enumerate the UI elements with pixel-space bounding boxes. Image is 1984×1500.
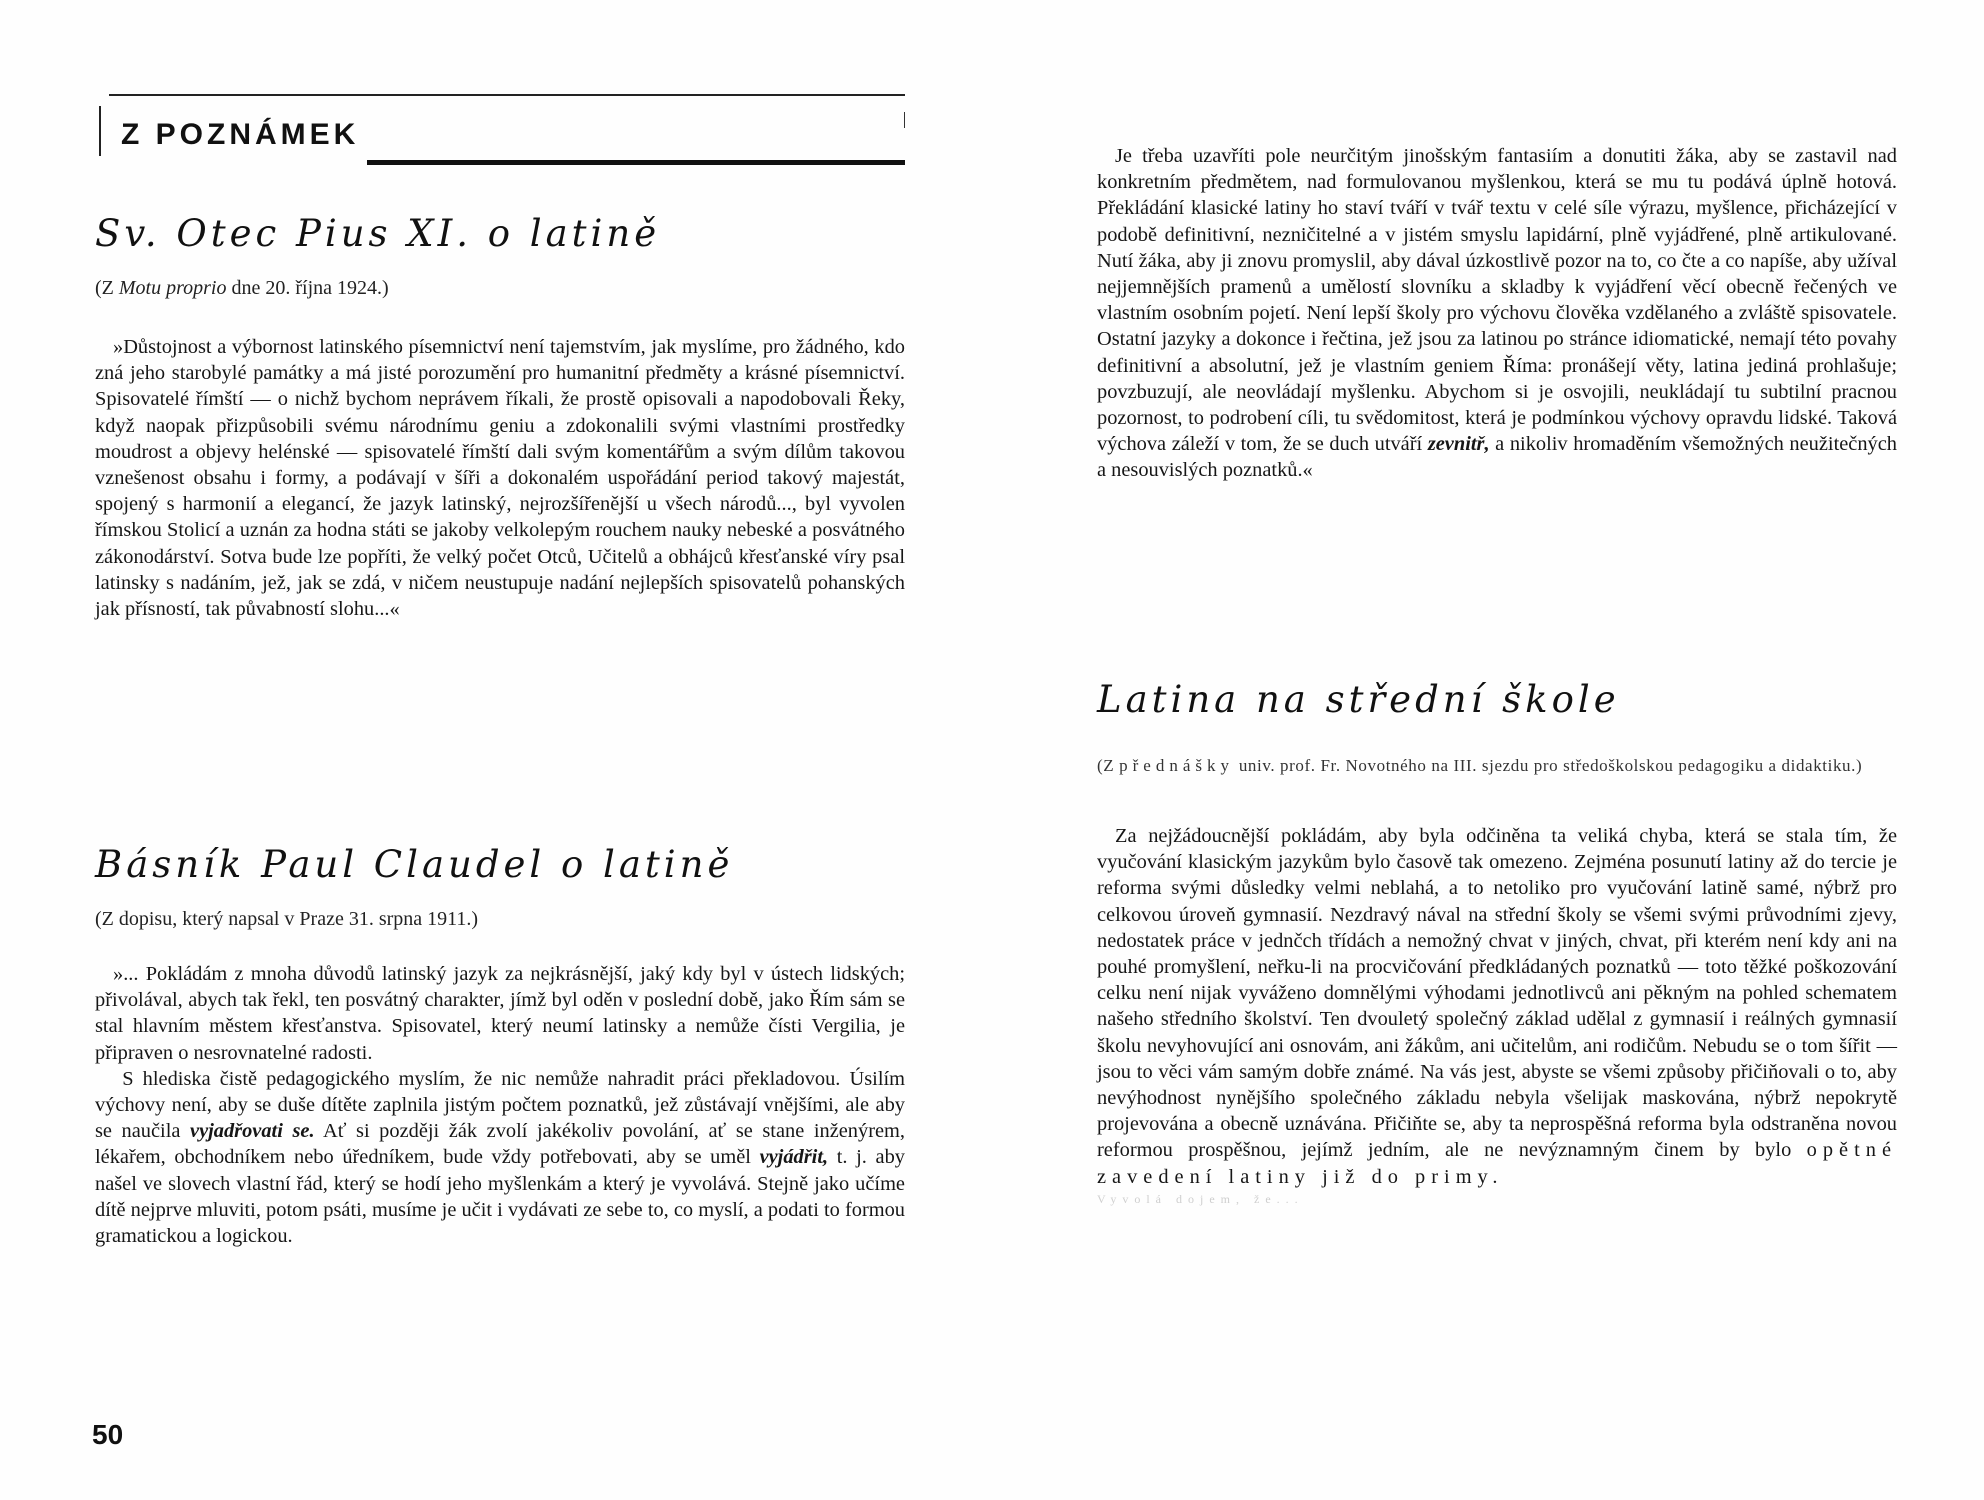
article-body <box>1097 823 1897 1190</box>
body-text: Ať si později žák zvolí jakékoliv povolání, ať se stane inženýrem, lékařem, obchodníkem nebo úředníkem, bude vždy potřebovati, aby se uměl <box>95 1120 905 1169</box>
header-bottom-rule <box>367 160 905 165</box>
source-suffix: univ. prof. Fr. Novotného na III. sjezdu pro středoškolskou pedagogiku a didaktiku.) <box>1233 756 1863 775</box>
source-work: Motu proprio <box>118 277 227 299</box>
body-paragraph: »... Pokládám z mnoha důvodů latinský jazyk za nejkrásnější, jaký kdy byl v ústech lidských; přivolával, abych tak řekl, ten posvátný charakter, jímž byl oděn v poslední době, jako Řím sám se stal hlavním městem křesťanstva. Spisovatel, který neumí latinsky a nemůže čísti Vergilia, je připraven o nesrovnatelné radosti. <box>95 963 905 1064</box>
body-spaced: opětné zavedení latiny již do primy. <box>1097 1139 1897 1188</box>
body-text: a nikoliv hromaděním všemožných neužitečných a nesouvislých poznatků.« <box>1097 433 1897 482</box>
article-claudel-continuation <box>1097 143 1897 484</box>
source-prefix: (Z <box>95 277 119 299</box>
article-source <box>95 277 905 300</box>
article-body <box>95 334 905 622</box>
body-text: S hlediska čistě pedagogického myslím, že nic nemůže nahradit práci překladovou. Úsilím výchovy není, aby se duše dítěte zaplnila jistým počtem poznatků, jež zůstávají vnějšími, ale aby se naučila <box>95 1067 906 1143</box>
body-text: Je třeba uzavříti pole neurčitým jinošským fantasiím a donutiti žáka, aby se zastavil nad konkretním předmětem, nad formulovanou myšlenkou, která se mu tu podává úplně hotová. Překládání klasické latiny ho staví tváří v tvář textu v celé síle výrazu, myšlence, přicházející v podobě definitivní, nezničitelné a v jistém smyslu lapidární, plně vyjádřené, plně artikulované. Nutí žáka, aby ji znovu promyslil, aby dával úzkostlivě pozor na to, co čte a co napíše, aby užíval nejjemnějších pramenů a umělostí slovníku a skladby k vyjádření věcí obecně řečených ve vlastním osobním pojetí. Není lepší školy pro výchovu člověka vzdělaného a zvláště spisovatele. Ostatní jazyky a dokonce i řečtina, jež jsou za latinou po stránce idiomatické, nemají této povahy definitivní a absolutní, jež je vlastním geniem Říma: pronášejí věty, latina jediná prohlašuje; povzbuzují, ale neovládají myšlenku. Abychom si je osvojili, neukládají tu subtilní pracnou pozornost, to podrobení cíli, tu svědomitost, která je podmínkou výchovy opravdu lidské. Taková výchova záleží v tom, že se duch utváří <box>1097 145 1897 456</box>
article-source <box>1097 751 1897 781</box>
body-emphasis: vyjadřovati se. <box>190 1120 315 1143</box>
header-top-rule <box>109 94 905 96</box>
body-paragraph <box>95 1066 905 1249</box>
body-paragraph <box>1097 823 1897 1190</box>
body-emphasis: zevnitř, <box>1427 433 1490 456</box>
article-title: Latina na střední škole <box>1097 678 1620 721</box>
article-title: Sv. Otec Pius XI. o latině <box>95 212 661 255</box>
article-body <box>95 961 905 1249</box>
article-title: Básník Paul Claudel o latině <box>95 843 734 886</box>
header-right-tick <box>904 112 906 128</box>
article-latina <box>1097 678 1897 1207</box>
article-source: (Z dopisu, který napsal v Praze 31. srpna 1911.) <box>95 908 479 930</box>
article-body <box>1097 143 1897 484</box>
section-header <box>95 94 905 168</box>
article-claudel <box>95 843 905 1249</box>
source-prefix: (Z <box>1097 756 1120 775</box>
body-emphasis: vyjádřit, <box>759 1146 829 1169</box>
body-text: t. j. aby našel ve slovech vlastní řád, který se hodí jeho myšlenkám a který je vyvolává. Stejně jako učíme dítě nejprve mluviti, potom psáti, musíme je učit i vydávati ze sebe to, co myslí, a podati to formou gramatickou a logickou. <box>95 1146 905 1248</box>
page-number: 50 <box>92 1419 124 1450</box>
header-left-bar <box>99 106 101 156</box>
section-title: Z POZNÁMEK <box>121 118 360 151</box>
faint-bleed-through: Vyvolá dojem, že... <box>1097 1191 1304 1206</box>
body-paragraph: »Důstojnost a výbornost latinského písemnictví není tajemstvím, jak myslíme, pro žádného, kdo zná jeho starobylé památky a má jisté porozumění pro humanitní předměty a krásné písemnictví. Spisovatelé římští — o nichž bychom neprávem říkali, že prostě opisovali a napodobovali Řeky, když naopak přizpůsobili svému národnímu geniu a zdokonalili svými vlastními prostředky moudrost a objevy helénské — spisovatelé římští dali svým komentářům a svým dílům takovou vznešenost obsahu i formy, a podávají v šíři a dokonalém uspořádání period takový majestát, spojený s harmonií a elegancí, že jazyk latinský, nejrozšířenější u všech národů..., byl vyvolen římskou Stolicí a uznán za hodna státi se jakoby velkolepým rouchem nauky nebeské a posvátného zákonodárství. Sotva bude lze popříti, že velký počet Otců, Učitelů a obhájců křesťanské víry psal latinsky s nadáním, jež, jak se zdá, v ničem neustupuje nadání nejlepších spisovatelů pohanských jak přísností, tak půvabností slohu...« <box>95 336 905 621</box>
source-spaced: přednášky <box>1119 756 1234 775</box>
source-suffix: dne 20. října 1924.) <box>226 277 389 299</box>
body-text: Za nejžádoucnější pokládám, aby byla odčiněna ta veliká chyba, která se stala tím, že vyučování klasickým jazykům bylo časově tak omezeno. Zejména posunutí latiny až do tercie je reforma svými důsledky velmi neblahá, a to netoliko pro vyučování latině samé, nýbrž pro celkovou úroveň gymnasií. Nezdravý nával na střední školy se všemi svými průvodními zjevy, nedostatek práce v jednčch třídách a nemožný chvat v jiných, chvat, při kterém není kdy ani na pouhé promyšlení, neřku-li na procvičování předkládaných poznatků — toto těžké poškozování celku není nijak vyváženo domnělými výhodami jednotlivců ani pěkným na pohled schematem našeho středního školství. Ten dvouletý společný základ udělal z gymnasií i reálných gymnasií školu nevyhovující ani osnovám, ani žákům, ani učitelům, ani rodičům. Nebudu se o tom šířit — jsou to věci vám samým dobře známé. Na vás jest, abyste se všemi způsoby přičiňovali o to, aby nevýhodnost nynějšího společného základu nebyla všelijak maskována, nýbrž nepokrytě projevována a obecně uznávána. Přičiňte se, aby ta neprospěšná reforma byla odstraněna novou reformou prospěšnou, jejímž jedním, ale ne nevýznamným činem by bylo <box>1097 825 1897 1162</box>
body-paragraph <box>1097 143 1897 484</box>
article-pius <box>95 212 905 622</box>
